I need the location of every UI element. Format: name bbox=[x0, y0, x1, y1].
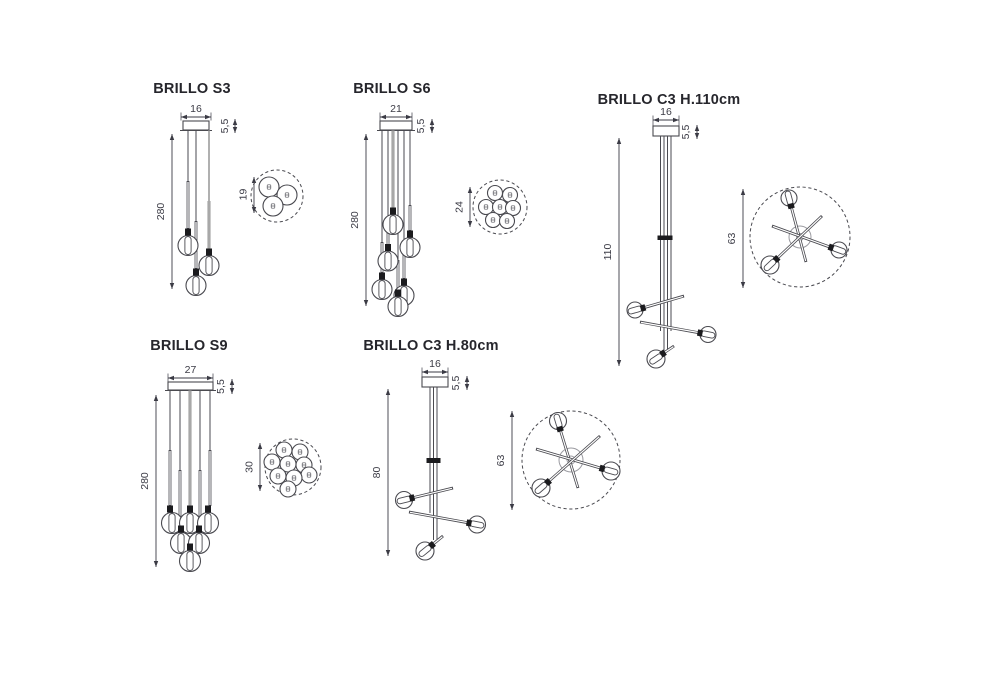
product-s3 bbox=[153, 81, 303, 296]
c3-110-top-arms bbox=[761, 190, 847, 274]
c3-80-drop-dimension bbox=[371, 389, 388, 556]
c3-110-top-view bbox=[726, 187, 850, 288]
s6-cluster-dimension bbox=[454, 187, 471, 227]
c3-80-width-value: 16 bbox=[429, 358, 441, 370]
product-c3-80 bbox=[363, 338, 620, 560]
s3-canopy-height-value: 5,5 bbox=[219, 118, 231, 134]
product-title-s6: BRILLO S6 bbox=[353, 81, 431, 97]
s3-canopy-height-dimension bbox=[219, 119, 235, 134]
s9-width-dimension bbox=[168, 364, 213, 382]
s9-top-spheres bbox=[264, 442, 317, 497]
s3-width-value: 16 bbox=[190, 103, 202, 115]
product-c3-110 bbox=[598, 92, 850, 368]
s9-canopy-height-dimension bbox=[215, 379, 232, 394]
product-s9 bbox=[139, 338, 321, 572]
s9-pendant-spheres bbox=[162, 506, 219, 572]
c3-110-drop-value: 110 bbox=[602, 243, 614, 261]
product-s6 bbox=[349, 81, 527, 317]
s6-width-value: 21 bbox=[390, 103, 402, 115]
s9-front-view bbox=[139, 364, 232, 572]
c3-80-top-arms bbox=[532, 413, 620, 498]
s3-top-spheres bbox=[259, 177, 297, 216]
c3-110-canopy-height-dimension bbox=[680, 125, 697, 140]
s6-canopy bbox=[377, 121, 415, 131]
c3-110-drop-dimension bbox=[602, 138, 619, 366]
c3-80-spread-value: 63 bbox=[495, 454, 507, 467]
s3-drop-dimension bbox=[155, 134, 172, 289]
s9-drop-dimension bbox=[139, 395, 156, 567]
product-title-s3: BRILLO S3 bbox=[153, 81, 231, 97]
pole-joint bbox=[427, 458, 441, 463]
c3-110-pole bbox=[658, 136, 673, 352]
c3-110-front-view bbox=[602, 106, 716, 368]
s3-cluster-dimension bbox=[238, 177, 255, 213]
c3-80-arms bbox=[396, 488, 486, 560]
c3-110-spread-value: 63 bbox=[726, 232, 738, 245]
s6-pendant-spheres bbox=[372, 208, 420, 317]
s6-canopy-height-value: 5,5 bbox=[415, 118, 427, 134]
c3-80-front-view bbox=[371, 358, 486, 560]
c3-110-canopy bbox=[653, 126, 679, 136]
s6-front-view bbox=[349, 103, 432, 317]
c3-80-width-dimension bbox=[422, 358, 448, 377]
s6-drop-value: 280 bbox=[349, 211, 361, 229]
c3-80-spread-dimension bbox=[495, 411, 512, 510]
c3-110-width-dimension bbox=[653, 106, 679, 126]
s6-canopy-height-dimension bbox=[415, 119, 432, 134]
s9-top-view bbox=[244, 439, 322, 497]
c3-80-canopy-height-dimension bbox=[450, 376, 467, 391]
product-title-c3-80: BRILLO C3 H.80cm bbox=[363, 338, 499, 354]
s3-top-view bbox=[238, 170, 304, 222]
s3-drop-value: 280 bbox=[155, 202, 167, 221]
s9-canopy bbox=[165, 382, 216, 391]
product-title-c3-110: BRILLO C3 H.110cm bbox=[597, 92, 741, 108]
c3-80-canopy bbox=[422, 377, 448, 387]
s3-width-dimension bbox=[181, 103, 211, 121]
pole-joint bbox=[658, 236, 673, 241]
s3-front-view bbox=[155, 103, 235, 296]
s6-width-dimension bbox=[380, 103, 412, 121]
s3-cluster-value: 19 bbox=[237, 188, 250, 201]
s6-top-view bbox=[454, 180, 528, 234]
s9-cluster-value: 30 bbox=[243, 461, 256, 473]
c3-80-canopy-height-value: 5,5 bbox=[450, 375, 462, 391]
s3-canopy bbox=[180, 121, 212, 131]
s6-top-spheres bbox=[479, 186, 521, 229]
s9-canopy-height-value: 5,5 bbox=[215, 379, 227, 394]
s9-drop-value: 280 bbox=[139, 472, 151, 490]
c3-80-top-view bbox=[495, 411, 620, 510]
s6-drop-dimension bbox=[349, 134, 366, 306]
s9-cluster-dimension bbox=[244, 443, 261, 491]
c3-110-canopy-height-value: 5,5 bbox=[680, 124, 692, 140]
s3-pendant-spheres bbox=[178, 229, 219, 296]
c3-110-width-value: 16 bbox=[660, 106, 672, 118]
product-title-s9: BRILLO S9 bbox=[150, 338, 228, 354]
s6-cluster-value: 24 bbox=[453, 201, 466, 213]
c3-80-drop-value: 80 bbox=[371, 466, 383, 479]
c3-110-spread-dimension bbox=[726, 189, 743, 288]
s9-width-value: 27 bbox=[184, 364, 197, 376]
